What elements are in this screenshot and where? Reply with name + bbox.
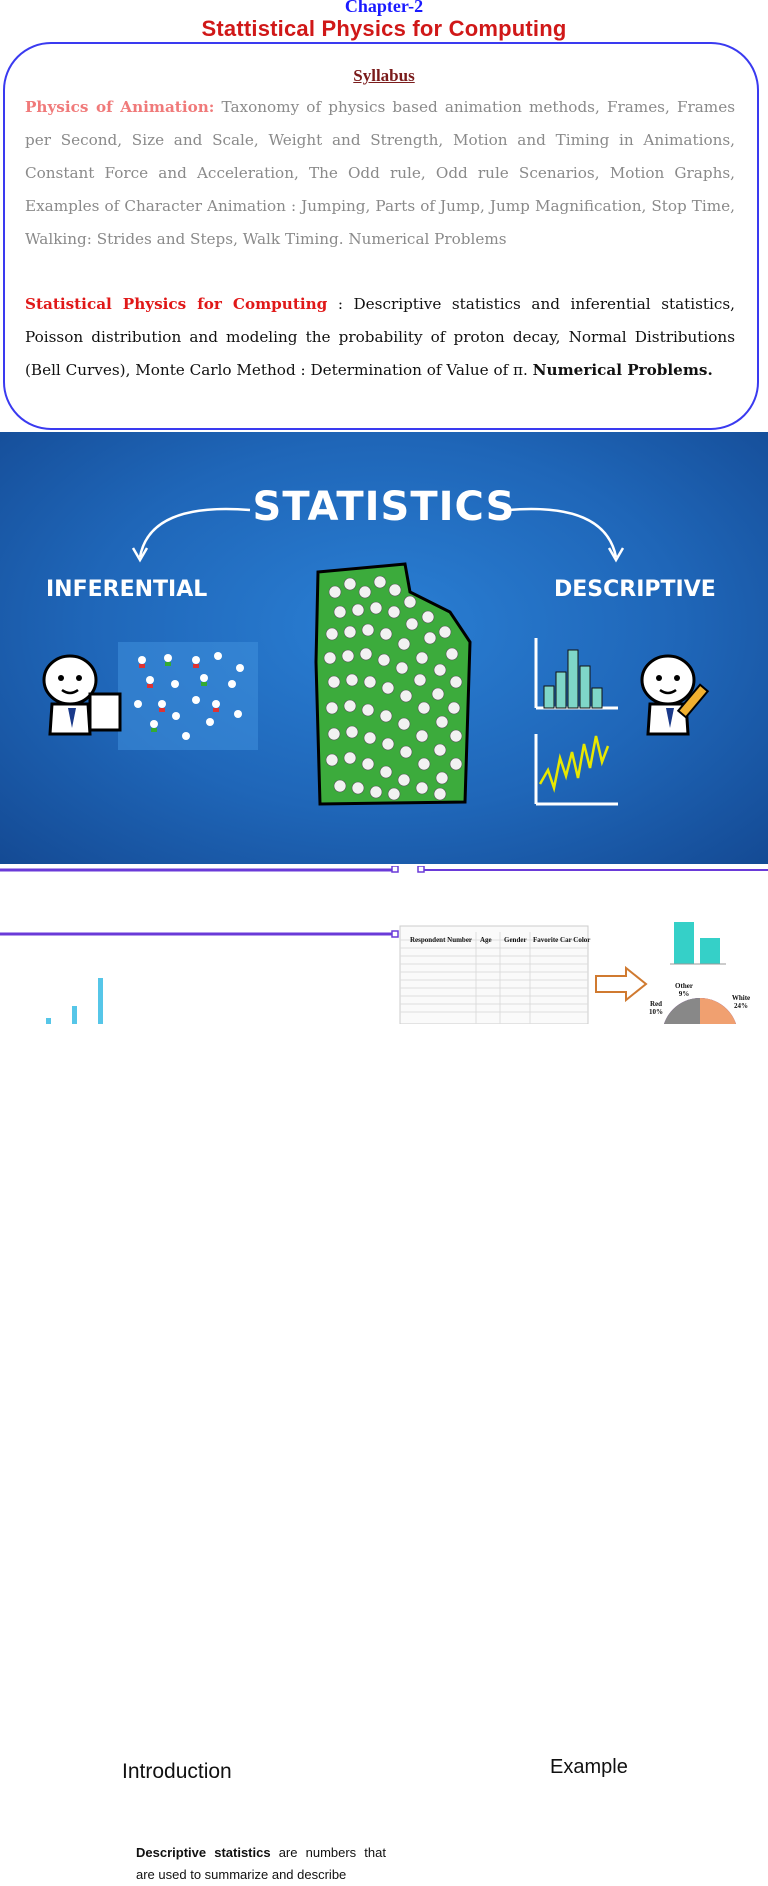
statistics-banner bbox=[0, 432, 768, 864]
histogram-icon bbox=[536, 638, 618, 708]
desc-text: are numbers that are used to summarize and describe bbox=[136, 1845, 386, 1882]
section-bold-tail: Numerical Problems. bbox=[532, 361, 713, 379]
banner-title: STATISTICS bbox=[252, 484, 516, 530]
section-text-statistics: : Descriptive statistics and inferential statistics, Poisson distribution and modeling the probability of proton decay, Normal Distributions (Bell Curves), Monte Carlo Method : Determination of Value of π. bbox=[25, 295, 735, 379]
table-header-color: Favorite Car Color bbox=[533, 936, 591, 944]
table-header-respondent: Respondent Number bbox=[410, 936, 473, 944]
table-header-gender: Gender bbox=[504, 936, 527, 944]
slide-title-introduction: Introduction bbox=[122, 1760, 232, 1783]
section-text-animation: Taxonomy of physics based animation methods, Frames, Frames per Second, Size and Scale, Weight and Strength, Motion and Timing in Animations, Constant Force and Acceleration, The Odd rule, Odd rule Scenarios, Motion Graphs, Examples of Character Animation : Jumping, Parts of Jump, Jump Magnification, Stop Time, Walking: Strides and Steps, Walk Timing. Numerical Problems bbox=[25, 98, 735, 248]
banner-artwork bbox=[0, 432, 768, 864]
section-label-animation: Physics of Animation: bbox=[25, 98, 215, 116]
slide-thumbnails bbox=[0, 866, 768, 1882]
pie-label-white: White 24% bbox=[731, 994, 751, 1010]
table-header-age: Age bbox=[480, 936, 492, 944]
page-title: Stattistical Physics for Computing bbox=[201, 16, 567, 41]
chapter-label: Chapter-2 bbox=[344, 0, 424, 16]
syllabus-heading: Syllabus bbox=[353, 66, 415, 85]
arrow-right-icon bbox=[508, 509, 616, 557]
descriptive-label: DESCRIPTIVE bbox=[554, 577, 716, 602]
line-graph-icon bbox=[536, 734, 618, 804]
pie-label-other: Other 9% bbox=[675, 982, 693, 998]
slide-title-example: Example bbox=[550, 1756, 628, 1778]
arrow-left-icon bbox=[140, 509, 250, 557]
pie-label-red: Red 10% bbox=[649, 1000, 663, 1016]
character-left-icon bbox=[44, 656, 120, 734]
syllabus-section-statistics bbox=[25, 288, 735, 387]
syllabus-section-animation bbox=[25, 91, 735, 256]
desc-bold: Descriptive statistics bbox=[136, 1845, 271, 1860]
arrow-icon bbox=[596, 968, 646, 1000]
character-right-icon bbox=[642, 656, 708, 734]
inferential-label: INFERENTIAL bbox=[46, 577, 208, 602]
section-label-statistics: Statistical Physics for Computing bbox=[25, 295, 328, 313]
slide-description bbox=[136, 1842, 386, 1886]
